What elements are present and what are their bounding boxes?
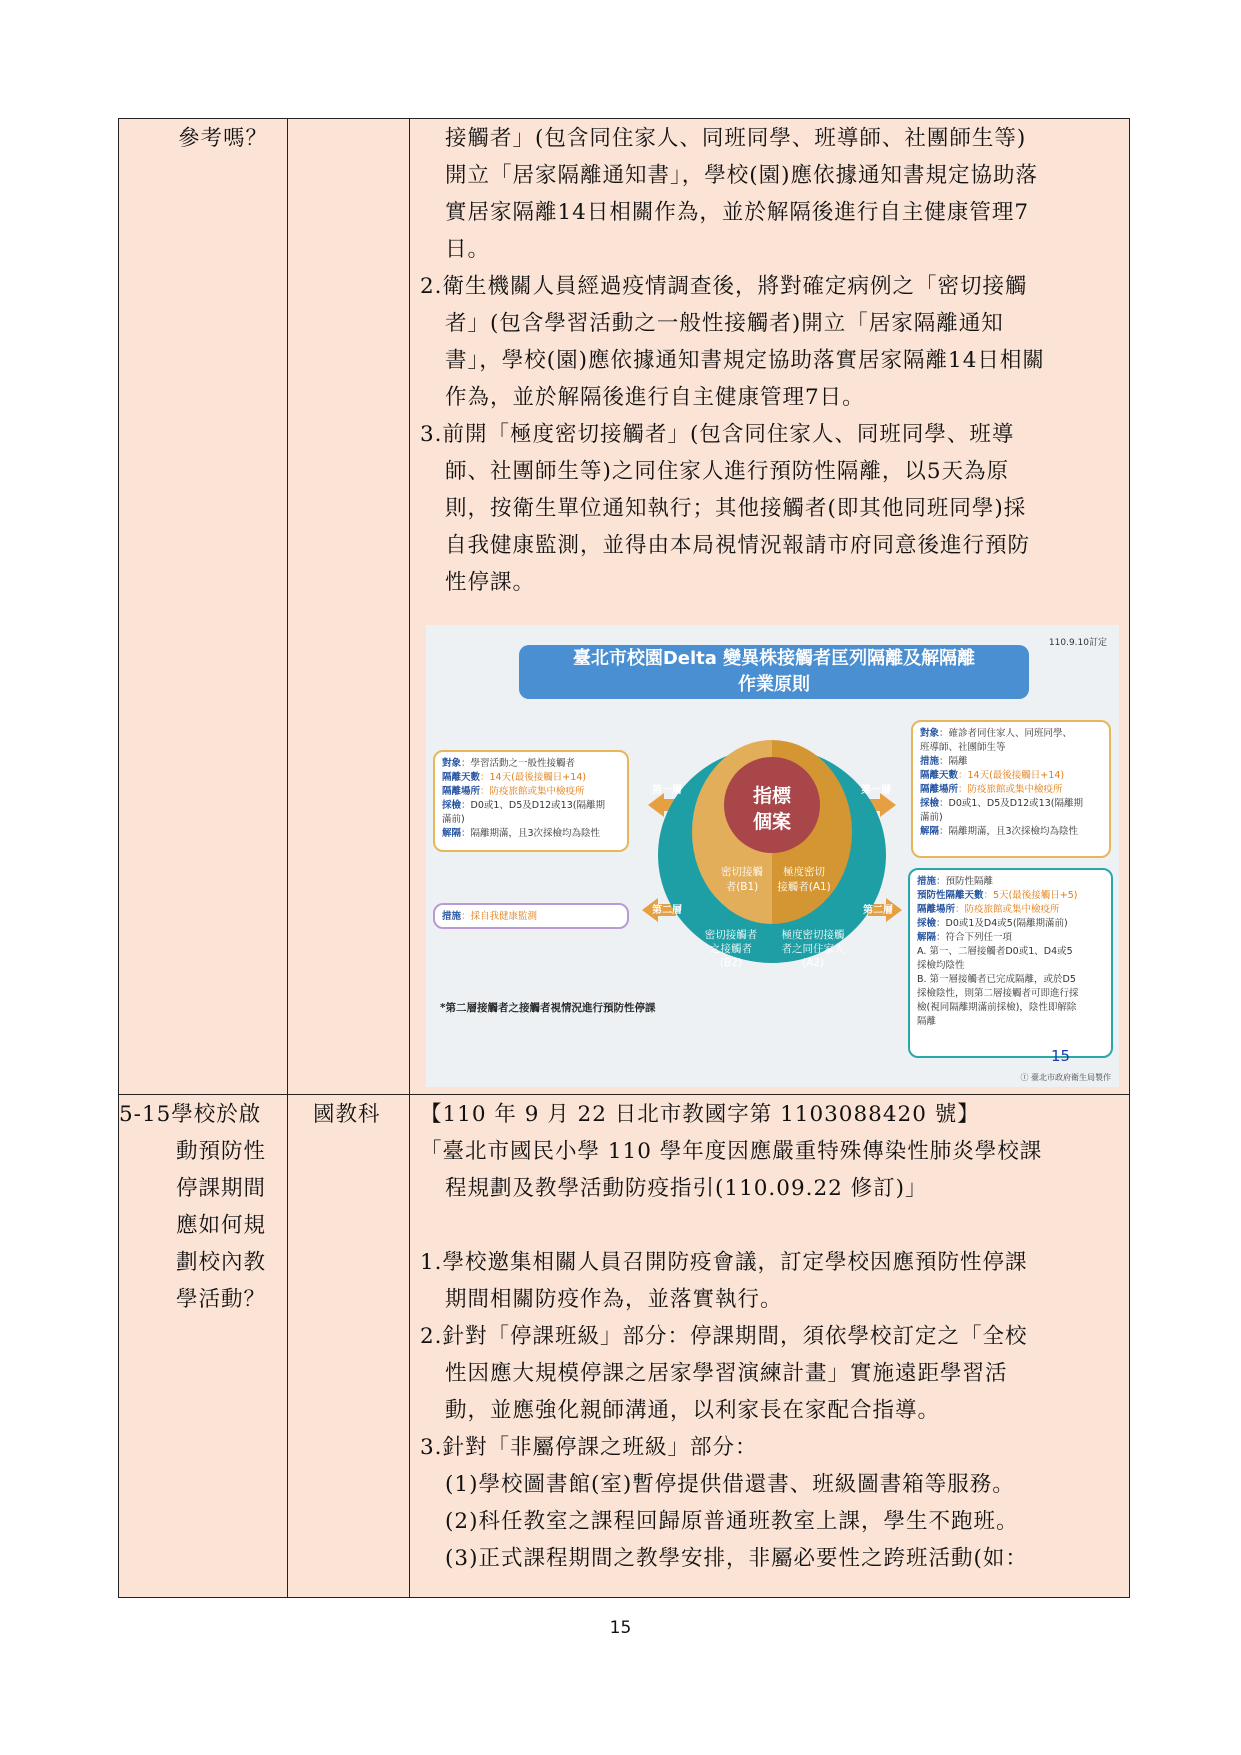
answer-line: (1)學校圖書館(室)暫停提供借還書、班級圖書箱等服務。 <box>445 1472 1015 1497</box>
row2-department <box>313 1096 381 1133</box>
row1-question-text: 參考嗎？ <box>178 126 269 151</box>
answer-line: 3.針對「非屬停課之班級」部分： <box>420 1435 758 1460</box>
answer-line: 性因應大規模停課之居家學習演練計畫」實施遠距學習活 <box>445 1361 1008 1386</box>
box-value: ：隔離 <box>939 756 968 767</box>
question-line: 停課期間 <box>176 1176 267 1201</box>
answer-line: 實居家隔離14日相關作為，並於解隔後進行自主健康管理7 <box>445 200 1030 225</box>
box-line: 檢(視同隔離期滿前採檢)，陰性即解除 <box>917 1002 1077 1013</box>
box-value: ：D0或1及D4或5(隔離期滿前) <box>936 918 1068 929</box>
layer2-left-label: 第二層 <box>652 905 682 916</box>
right-box-layer1 <box>911 720 1111 858</box>
figure-note: *第二層接觸者之接觸者視情況進行預防性停課 <box>440 1002 656 1014</box>
answer-line: 開立「居家隔離通知書」，學校(園)應依據通知書規定協助落 <box>445 163 1039 188</box>
right-box-layer2 <box>908 868 1113 1058</box>
box-key: 隔離場所 <box>442 786 481 797</box>
box-key: 採檢 <box>442 800 462 811</box>
row2-answer <box>420 1096 1042 1577</box>
a2-line2: 者之同住家人 <box>781 943 845 955</box>
box-value: ：14天(最後接觸日+14) <box>480 772 587 783</box>
answer-line: 書」，學校(園)應依據通知書規定協助落實居家隔離14日相關 <box>445 348 1045 373</box>
box-line: 滿前) <box>920 812 943 823</box>
figure-title-line1: 臺北市校園Delta 變異株接觸者匡列隔離及解隔離 <box>572 648 976 669</box>
box-key: 隔離場所 <box>917 904 956 915</box>
layer1-left-label: 第一層 <box>652 785 682 796</box>
center-line2: 個案 <box>752 811 792 833</box>
answer-line: 動，並應強化親師溝通，以利家長在家配合指導。 <box>445 1398 941 1423</box>
b2-line1: 密切接觸者 <box>704 929 758 941</box>
row2-question <box>119 1096 266 1318</box>
box-value: ：隔離期滿，且3次採檢均為陰性 <box>461 828 601 839</box>
box-value: ：確診者同住家人、同班同學、 <box>939 728 1073 739</box>
b2-line2: 之接觸者 <box>710 943 752 955</box>
question-line: 5-15學校於啟 <box>119 1102 262 1127</box>
b1-line2: 者(B1) <box>725 881 759 893</box>
answer-line: 接觸者」(包含同住家人、同班同學、班導師、社團師生等) <box>445 126 1027 151</box>
a1-line2: 接觸者(A1) <box>777 881 831 893</box>
box-value: ：預防性隔離 <box>936 876 994 887</box>
answer-line: 者」(包含學習活動之一般性接觸者)開立「居家隔離通知 <box>445 311 1004 336</box>
column-divider <box>287 119 288 1597</box>
figure-page-number: 15 <box>1051 1047 1071 1065</box>
box-key: 對象 <box>920 728 940 739</box>
answer-line: (2)科任教室之課程回歸原普通班教室上課，學生不跑班。 <box>445 1509 1019 1534</box>
box-key: 措施 <box>442 911 462 922</box>
answer-line: 性停課。 <box>445 570 536 595</box>
box-value: ：5天(最後接觸日+5) <box>983 890 1078 901</box>
box-key: 措施 <box>920 756 940 767</box>
question-line: 動預防性 <box>176 1139 267 1164</box>
left-box-layer2 <box>433 903 629 929</box>
box-key: 對象 <box>442 758 462 769</box>
layer2-right-label: 第二層 <box>863 905 893 916</box>
box-key: 預防性隔離天數 <box>917 890 984 901</box>
layer1-right-label: 第一層 <box>861 785 891 796</box>
box-key: 措施 <box>917 876 937 887</box>
figure-title-line2: 作業原則 <box>738 674 810 695</box>
answer-line: 期間相關防疫作為，並落實執行。 <box>445 1287 783 1312</box>
answer-line: 日。 <box>445 237 491 262</box>
box-line: 採檢均陰性 <box>917 960 965 971</box>
answer-line: 「臺北市國民小學 110 學年度因應嚴重特殊傳染性肺炎學校課 <box>420 1139 1043 1164</box>
box-value: ：採自我健康監測 <box>461 911 538 922</box>
box-line: 採檢陰性，則第二層接觸者可即進行採 <box>917 988 1079 999</box>
question-line: 學活動？ <box>176 1287 267 1312</box>
page-number: 15 <box>609 1618 632 1638</box>
box-value: ：符合下列任一項 <box>936 932 1013 943</box>
box-key: 解隔 <box>442 828 462 839</box>
answer-line: 2.針對「停課班級」部分：停課期間，須依學校訂定之「全校 <box>420 1324 1028 1349</box>
box-key: 採檢 <box>920 798 940 809</box>
box-value: ：D0或1、D5及D12或13(隔離期 <box>939 798 1083 809</box>
row1-question <box>178 120 268 157</box>
answer-line: (3)正式課程期間之教學安排，非屬必要性之跨班活動(如： <box>445 1546 1028 1571</box>
row-divider <box>119 1094 1129 1095</box>
box-value: ：14天(最後接觸日+14) <box>958 770 1065 781</box>
row1-answer <box>420 120 1045 601</box>
box-key: 解隔 <box>917 932 937 943</box>
left-box-layer1 <box>433 750 629 852</box>
box-key: 解隔 <box>920 826 940 837</box>
answer-line: 3.前開「極度密切接觸者」(包含同住家人、同班同學、班導 <box>420 422 1015 447</box>
answer-line: 作為，並於解隔後進行自主健康管理7日。 <box>445 385 865 410</box>
box-key: 隔離場所 <box>920 784 959 795</box>
column-divider <box>409 119 410 1597</box>
box-value: ：學習活動之一般性接觸者 <box>461 758 576 769</box>
answer-line: 2.衛生機關人員經過疫情調查後，將對確定病例之「密切接觸 <box>420 274 1028 299</box>
figure-credit <box>1020 1072 1111 1083</box>
box-key: 隔離天數 <box>442 772 481 783</box>
b2-line3: (B2) <box>719 957 743 969</box>
a2-line3: (A2) <box>801 957 825 969</box>
box-value: ：防疫旅館或集中檢疫所 <box>958 784 1063 795</box>
box-key: 隔離天數 <box>920 770 959 781</box>
figure-date: 110.9.10訂定 <box>1048 638 1107 648</box>
box-line: A. 第一、二層接觸者D0或1、D4或5 <box>917 946 1073 957</box>
answer-line: 自我健康監測，並得由本局視情況報請市府同意後進行預防 <box>445 533 1031 558</box>
health-bureau-logo-icon: ⓣ <box>1020 1073 1031 1082</box>
answer-line: 則，按衛生單位通知執行；其他接觸者(即其他同班同學)採 <box>445 496 1027 521</box>
a1-line1: 極度密切 <box>783 866 825 878</box>
box-line: 班導師、社團師生等 <box>920 742 1006 753</box>
box-value: ：隔離期滿，且3次採檢均為陰性 <box>939 826 1079 837</box>
answer-line <box>420 1207 1042 1244</box>
a2-line1: 極度密切接觸 <box>781 929 845 941</box>
department-text: 國教科 <box>313 1102 381 1127</box>
answer-line: 【110 年 9 月 22 日北市教國字第 1103088420 號】 <box>420 1102 980 1127</box>
figure-credit-text: 臺北市政府衛生局製作 <box>1031 1073 1111 1082</box>
box-key: 採檢 <box>917 918 937 929</box>
box-value: ：D0或1、D5及D12或13(隔離期 <box>461 800 605 811</box>
answer-line: 1.學校邀集相關人員召開防疫會議，訂定學校因應預防性停課 <box>420 1250 1028 1275</box>
box-value: ：防疫旅館或集中檢疫所 <box>480 786 585 797</box>
delta-quarantine-infographic <box>426 625 1119 1087</box>
box-value: ：防疫旅館或集中檢疫所 <box>955 904 1060 915</box>
center-line1: 指標 <box>752 785 792 807</box>
b1-line1: 密切接觸 <box>721 866 763 878</box>
answer-line: 程規劃及教學活動防疫指引(110.09.22 修訂)」 <box>445 1176 928 1201</box>
box-line: 隔離 <box>917 1016 937 1027</box>
question-line: 劃校內教 <box>176 1250 267 1275</box>
box-line: B. 第一層接觸者已完成隔離，或於D5 <box>917 974 1076 985</box>
answer-line: 師、社團師生等)之同住家人進行預防性隔離，以5天為原 <box>445 459 1010 484</box>
question-line: 應如何規 <box>176 1213 267 1238</box>
box-line: 滿前) <box>442 814 465 825</box>
